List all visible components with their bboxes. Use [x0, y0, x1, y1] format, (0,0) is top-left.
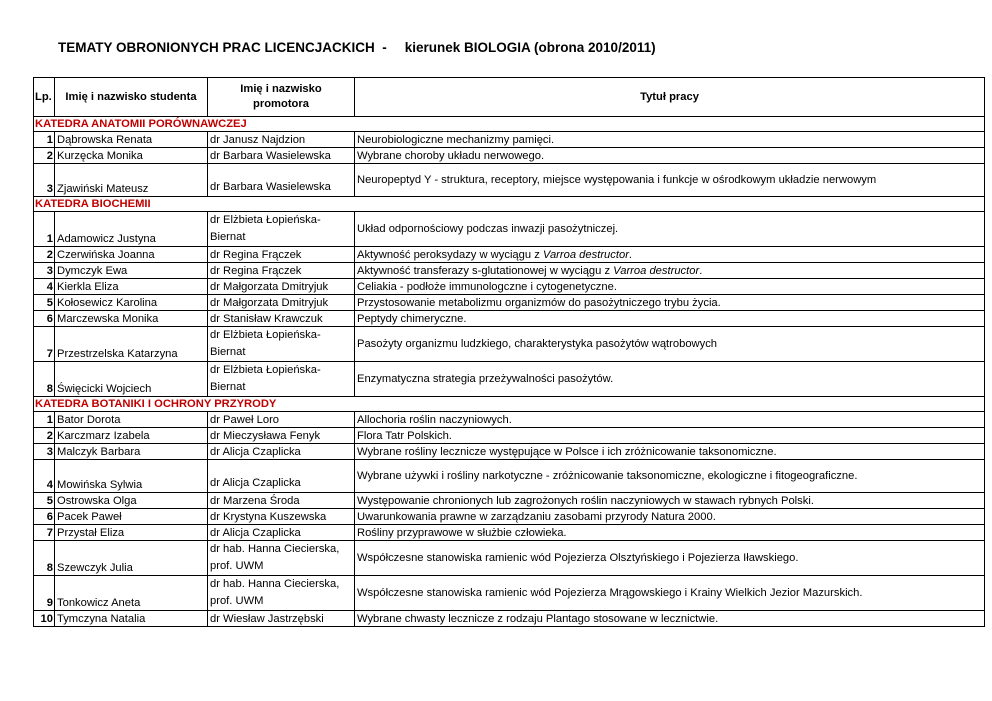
thesis-title — [355, 311, 985, 327]
thesis-title-text: Enzymatyczna strategia przeżywalności pasożytów. — [357, 373, 614, 385]
promotor-name — [208, 132, 355, 148]
row-number: 3 — [34, 164, 55, 197]
promotor-line: dr Janusz Najdzion — [210, 134, 306, 146]
thesis-title — [355, 428, 985, 444]
student-name: Tonkowicz Aneta — [55, 576, 208, 611]
promotor-line: dr Alicja Czaplicka — [210, 527, 301, 539]
thesis-title — [355, 362, 985, 397]
student-name: Dąbrowska Renata — [55, 132, 208, 148]
promotor-line: dr Paweł Loro — [210, 414, 280, 426]
promotor-name — [208, 279, 355, 295]
student-name: Pacek Paweł — [55, 509, 208, 525]
promotor-line: prof. UWM — [210, 595, 264, 607]
promotor-line: dr Elżbieta Łopieńska- — [210, 214, 321, 226]
table-row — [34, 279, 985, 295]
table-row — [34, 362, 985, 397]
promotor-line: dr Marzena Środa — [210, 495, 300, 507]
thesis-title-end: . — [628, 248, 633, 261]
thesis-title-text: Współczesne stanowiska ramienic wód Pojezierza Mrągowskiego i Krainy Wielkich Jezior Mazurskich. — [357, 587, 863, 599]
student-name: Adamowicz Justyna — [55, 212, 208, 247]
table-row — [34, 460, 985, 493]
table-row — [34, 148, 985, 164]
section-row — [34, 197, 985, 212]
promotor-name — [208, 444, 355, 460]
table-row — [34, 212, 985, 247]
thesis-title — [355, 279, 985, 295]
section-row — [34, 397, 985, 412]
student-name: Przystał Eliza — [55, 525, 208, 541]
promotor-line: dr Mieczysława Fenyk — [210, 430, 321, 442]
promotor-name — [208, 493, 355, 509]
row-number: 4 — [34, 279, 55, 295]
student-name: Kurzęcka Monika — [55, 148, 208, 164]
row-number: 5 — [34, 295, 55, 311]
student-name: Ostrowska Olga — [55, 493, 208, 509]
promotor-name — [208, 412, 355, 428]
student-name: Czerwińska Joanna — [55, 247, 208, 263]
table-row — [34, 541, 985, 576]
promotor-line: Biernat — [210, 381, 246, 393]
thesis-title-text: Wybrane rośliny lecznicze występujące w Polsce i ich zróżnicowanie taksonomiczne. — [357, 445, 777, 458]
section-row — [34, 117, 985, 132]
table-row — [34, 576, 985, 611]
promotor-line: dr Barbara Wasielewska — [210, 150, 331, 162]
row-number: 2 — [34, 148, 55, 164]
thesis-title-text: Neurobiologiczne mechanizmy pamięci. — [357, 133, 555, 146]
promotor-name — [208, 362, 355, 397]
promotor-name — [208, 247, 355, 263]
row-number: 2 — [34, 428, 55, 444]
thesis-title-end: . — [699, 264, 703, 277]
promotor-name — [208, 263, 355, 279]
promotor-line: dr hab. Hanna Ciecierska, — [210, 578, 340, 590]
table-row — [34, 525, 985, 541]
thesis-title — [355, 412, 985, 428]
table-row — [34, 327, 985, 362]
promotor-name — [208, 460, 355, 493]
promotor-name — [208, 541, 355, 576]
student-name: Bator Dorota — [55, 412, 208, 428]
student-name: Marczewska Monika — [55, 311, 208, 327]
thesis-title-text: Uwarunkowania prawne w zarządzaniu zasobami przyrody Natura 2000. — [357, 510, 716, 523]
table-row — [34, 611, 985, 627]
title-part-1: TEMATY OBRONIONYCH PRAC LICENCJACKICH - — [58, 40, 387, 55]
thesis-title — [355, 263, 985, 279]
row-number: 7 — [34, 327, 55, 362]
thesis-title — [355, 460, 985, 493]
section-heading: KATEDRA BOTANIKI I OCHRONY PRZYRODY — [34, 397, 985, 412]
promotor-name — [208, 212, 355, 247]
promotor-line: dr Krystyna Kuszewska — [210, 511, 327, 523]
header-lp: Lp. — [34, 78, 55, 117]
page-title — [58, 40, 656, 55]
promotor-name — [208, 164, 355, 197]
student-name: Mowińska Sylwia — [55, 460, 208, 493]
header-promotor-line1: Imię i nazwisko — [240, 83, 322, 95]
promotor-name — [208, 295, 355, 311]
promotor-line: dr Barbara Wasielewska — [210, 181, 331, 193]
row-number: 8 — [34, 541, 55, 576]
row-number: 2 — [34, 247, 55, 263]
table-row — [34, 164, 985, 197]
thesis-title-text: Występowanie chronionych lub zagrożonych roślin naczyniowych w stawach rybnych Polski. — [357, 494, 814, 507]
row-number: 5 — [34, 493, 55, 509]
table-row — [34, 509, 985, 525]
promotor-name — [208, 509, 355, 525]
thesis-title-text: Rośliny przyprawowe w służbie człowieka. — [357, 526, 567, 539]
thesis-title-text: Neuropeptyd Y - struktura, receptory, miejsce występowania i funkcje w ośrodkowym układzie nerwowym — [357, 174, 877, 186]
thesis-title-text: Flora Tatr Polskich. — [357, 429, 452, 442]
table-row — [34, 263, 985, 279]
promotor-line: dr Elżbieta Łopieńska- — [210, 329, 321, 341]
student-name: Szewczyk Julia — [55, 541, 208, 576]
row-number: 1 — [34, 412, 55, 428]
table-row — [34, 132, 985, 148]
species-name: Varroa destructor — [613, 264, 700, 277]
species-name: Varroa destructor — [542, 248, 629, 261]
row-number: 1 — [34, 212, 55, 247]
header-promotor — [208, 78, 355, 117]
thesis-title — [355, 247, 985, 263]
thesis-title — [355, 295, 985, 311]
student-name: Przestrzelska Katarzyna — [55, 327, 208, 362]
promotor-name — [208, 311, 355, 327]
promotor-name — [208, 611, 355, 627]
thesis-title-text: Współczesne stanowiska ramienic wód Pojezierza Olsztyńskiego i Pojezierza Iławskiego. — [357, 552, 799, 564]
promotor-line: prof. UWM — [210, 560, 264, 572]
row-number: 6 — [34, 311, 55, 327]
student-name: Tymczyna Natalia — [55, 611, 208, 627]
promotor-name — [208, 148, 355, 164]
row-number: 6 — [34, 509, 55, 525]
theses-table — [33, 77, 985, 627]
thesis-title-text: Układ odpornościowy podczas inwazji pasożytniczej. — [357, 223, 619, 235]
row-number: 10 — [34, 611, 55, 627]
row-number: 3 — [34, 444, 55, 460]
promotor-line: dr Wiesław Jastrzębski — [210, 613, 324, 625]
thesis-title-text: Celiakia - podłoże immunologczne i cytogenetyczne. — [357, 280, 617, 293]
row-number: 1 — [34, 132, 55, 148]
section-heading: KATEDRA ANATOMII PORÓWNAWCZEJ — [34, 117, 985, 132]
thesis-title-text: Wybrane używki i rośliny narkotyczne - zróżnicowanie taksonomiczne, ekologiczne i fitogeograficzne. — [357, 470, 858, 482]
table-row — [34, 428, 985, 444]
promotor-line: Biernat — [210, 346, 246, 358]
student-name: Święcicki Wojciech — [55, 362, 208, 397]
promotor-name — [208, 428, 355, 444]
promotor-line: dr Alicja Czaplicka — [210, 446, 301, 458]
promotor-line: dr Stanisław Krawczuk — [210, 313, 323, 325]
thesis-title-text: Wybrane chwasty lecznicze z rodzaju Plantago stosowane w lecznictwie. — [357, 612, 719, 625]
student-name: Kierkla Eliza — [55, 279, 208, 295]
promotor-line: dr Małgorzata Dmitryjuk — [210, 297, 329, 309]
promotor-line: dr Alicja Czaplicka — [210, 477, 301, 489]
header-promotor-line2: promotora — [253, 98, 309, 110]
header-row — [34, 78, 985, 117]
thesis-title — [355, 444, 985, 460]
thesis-title-text: Wybrane choroby układu nerwowego. — [357, 149, 545, 162]
table-row — [34, 295, 985, 311]
promotor-name — [208, 327, 355, 362]
thesis-title-text: Aktywność transferazy s-glutationowej w wyciągu z — [357, 264, 614, 277]
header-student: Imię i nazwisko studenta — [55, 78, 208, 117]
row-number: 9 — [34, 576, 55, 611]
table-row — [34, 311, 985, 327]
thesis-title-text: Pasożyty organizmu ludzkiego, charakterystyka pasożytów wątrobowych — [357, 338, 718, 350]
student-name: Kołosewicz Karolina — [55, 295, 208, 311]
promotor-line: dr Elżbieta Łopieńska- — [210, 364, 321, 376]
thesis-title-text: Peptydy chimeryczne. — [357, 312, 467, 325]
row-number: 4 — [34, 460, 55, 493]
student-name: Karczmarz Izabela — [55, 428, 208, 444]
title-part-2: kierunek BIOLOGIA (obrona 2010/2011) — [404, 40, 656, 55]
thesis-title-text: Allochoria roślin naczyniowych. — [357, 413, 512, 426]
table-body — [34, 117, 985, 627]
student-name: Malczyk Barbara — [55, 444, 208, 460]
row-number: 8 — [34, 362, 55, 397]
table-row — [34, 247, 985, 263]
promotor-line: dr hab. Hanna Ciecierska, — [210, 543, 340, 555]
row-number: 3 — [34, 263, 55, 279]
thesis-title — [355, 327, 985, 362]
thesis-title — [355, 509, 985, 525]
thesis-title — [355, 148, 985, 164]
thesis-title — [355, 493, 985, 509]
promotor-line: dr Regina Frączek — [210, 265, 302, 277]
thesis-title — [355, 132, 985, 148]
promotor-line: dr Małgorzata Dmitryjuk — [210, 281, 329, 293]
header-title: Tytuł pracy — [355, 78, 985, 117]
promotor-name — [208, 576, 355, 611]
student-name: Dymczyk Ewa — [55, 263, 208, 279]
promotor-line: Biernat — [210, 231, 246, 243]
thesis-title — [355, 611, 985, 627]
student-name: Zjawiński Mateusz — [55, 164, 208, 197]
thesis-title — [355, 541, 985, 576]
table-row — [34, 493, 985, 509]
thesis-title-text: Aktywność peroksydazy w wyciągu z — [357, 248, 543, 261]
table-row — [34, 444, 985, 460]
promotor-line: dr Regina Frączek — [210, 249, 302, 261]
thesis-title — [355, 576, 985, 611]
thesis-title — [355, 164, 985, 197]
table-row — [34, 412, 985, 428]
thesis-title-text: Przystosowanie metabolizmu organizmów do pasożytniczego trybu życia. — [357, 296, 721, 309]
row-number: 7 — [34, 525, 55, 541]
thesis-title — [355, 212, 985, 247]
section-heading: KATEDRA BIOCHEMII — [34, 197, 985, 212]
promotor-name — [208, 525, 355, 541]
thesis-title — [355, 525, 985, 541]
